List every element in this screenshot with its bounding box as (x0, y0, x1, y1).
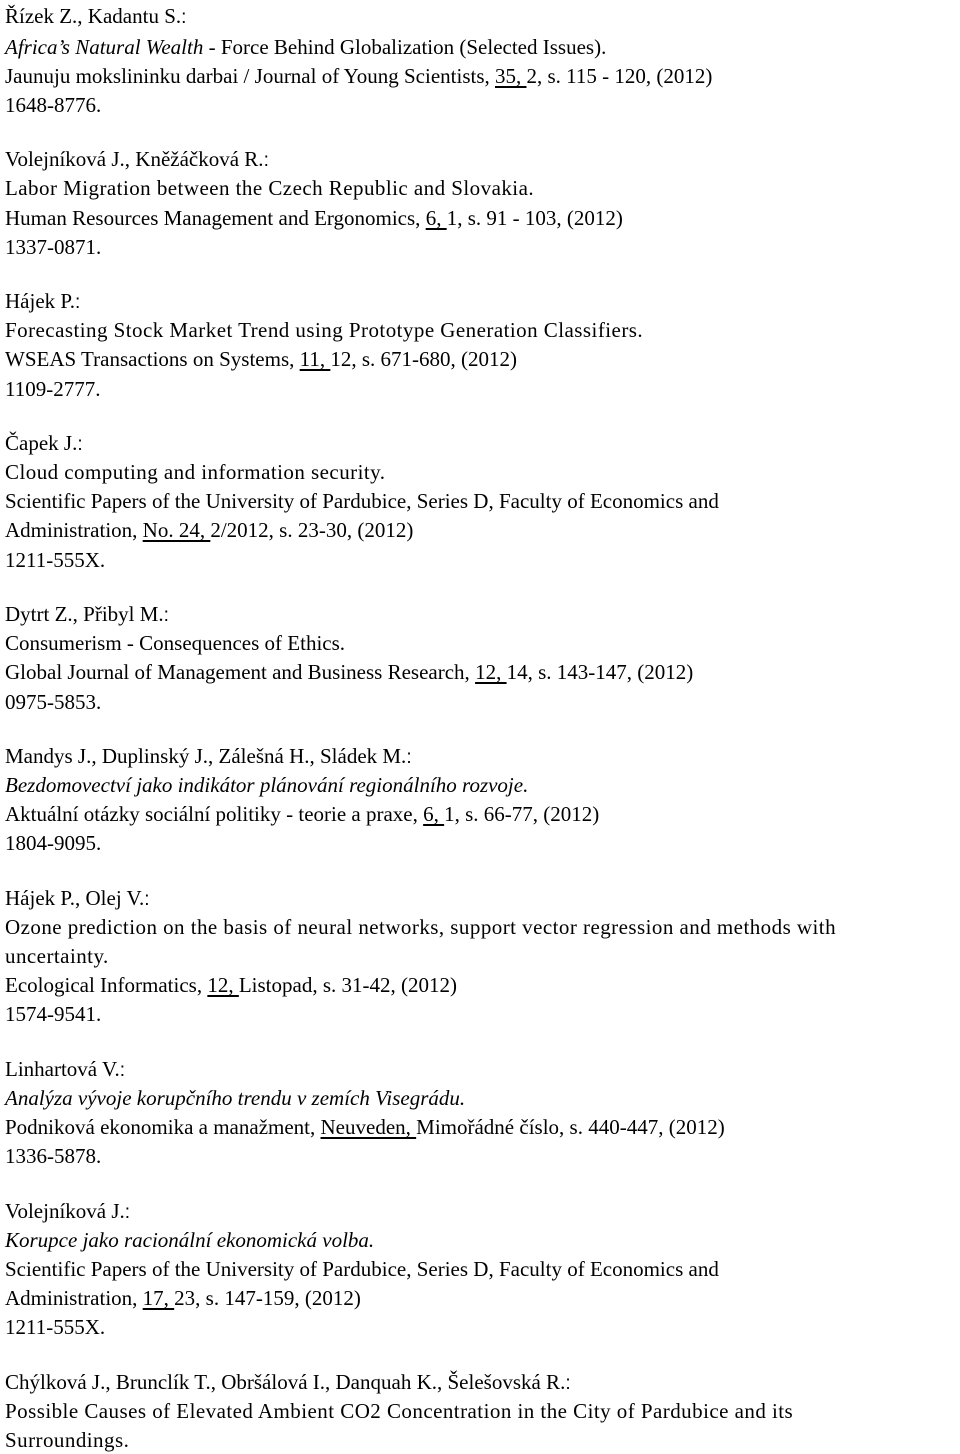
entry-authors: Chýlková J., Brunclík T., Obršálová I., Danquah K., Šelešovská R.: (5, 1370, 571, 1394)
entry-issn: 1211-555X. (5, 548, 106, 572)
entry-source: Administration, 17, 23, s. 147-159, (2012) (5, 1286, 361, 1310)
entry-title: Surroundings. (5, 1428, 130, 1452)
entry-authors: Linhartová V.: (5, 1057, 125, 1081)
entry-title: Forecasting Stock Market Trend using Prototype Generation Classifiers. (5, 318, 644, 342)
entry-title: Cloud computing and information security. (5, 460, 386, 484)
entry-source: Scientific Papers of the University of Pardubice, Series D, Faculty of Economics and (5, 489, 719, 513)
entry-issn: 1337-0871. (5, 235, 102, 259)
entry-issn: 1574-9541. (5, 1002, 102, 1026)
entry-source: Global Journal of Management and Business Research, 12, 14, s. 143-147, (2012) (5, 660, 694, 684)
entry-source: Jaunuju mokslininku darbai / Journal of Young Scientists, 35, 2, s. 115 - 120, (2012) (5, 64, 713, 88)
entry-authors: Volejníková J., Kněžáčková R.: (5, 147, 269, 171)
entry-title: Labor Migration between the Czech Republic and Slovakia. (5, 176, 535, 200)
entry-title: Ozone prediction on the basis of neural networks, support vector regression and methods with (5, 915, 837, 939)
entry-source: Ecological Informatics, 12, Listopad, s. 31-42, (2012) (5, 973, 457, 997)
entry-source: Aktuální otázky sociální politiky - teorie a praxe, 6, 1, s. 66-77, (2012) (5, 802, 600, 826)
entry-issn: 1336-5878. (5, 1144, 102, 1168)
entry-title: Africa’s Natural Wealth - Force Behind Globalization (Selected Issues). (5, 35, 607, 59)
entry-issn: 0975-5853. (5, 690, 102, 714)
entry-issn: 1648-8776. (5, 93, 102, 117)
entry-source: Administration, No. 24, 2/2012, s. 23-30, (2012) (5, 518, 414, 542)
entry-title: Korupce jako racionální ekonomická volba. (5, 1228, 375, 1252)
entry-title: uncertainty. (5, 944, 109, 968)
entry-authors: Řízek Z., Kadantu S.: (5, 4, 187, 28)
entry-source: WSEAS Transactions on Systems, 11, 12, s. 671-680, (2012) (5, 347, 518, 371)
entry-title: Analýza vývoje korupčního trendu v zemích Visegrádu. (5, 1086, 466, 1110)
entry-title: Possible Causes of Elevated Ambient CO2 Concentration in the City of Pardubice and its (5, 1399, 794, 1423)
entry-authors: Dytrt Z., Přibyl M.: (5, 602, 169, 626)
entry-source: Scientific Papers of the University of Pardubice, Series D, Faculty of Economics and (5, 1257, 719, 1281)
entry-issn: 1109-2777. (5, 377, 101, 401)
entry-source: Podniková ekonomika a manažment, Neuveden, Mimořádné číslo, s. 440-447, (2012) (5, 1115, 725, 1139)
entry-authors: Mandys J., Duplinský J., Zálešná H., Sládek M.: (5, 744, 412, 768)
entry-issn: 1804-9095. (5, 831, 102, 855)
entry-authors: Čapek J.: (5, 431, 83, 455)
entry-title: Bezdomovectví jako indikátor plánování regionálního rozvoje. (5, 773, 529, 797)
entry-issn: 1211-555X. (5, 1315, 106, 1339)
entry-title: Consumerism - Consequences of Ethics. (5, 631, 346, 655)
entry-authors: Volejníková J.: (5, 1199, 131, 1223)
entry-source: Human Resources Management and Ergonomics, 6, 1, s. 91 - 103, (2012) (5, 206, 623, 230)
entry-authors: Hájek P.: (5, 289, 81, 313)
entry-authors: Hájek P., Olej V.: (5, 886, 150, 910)
